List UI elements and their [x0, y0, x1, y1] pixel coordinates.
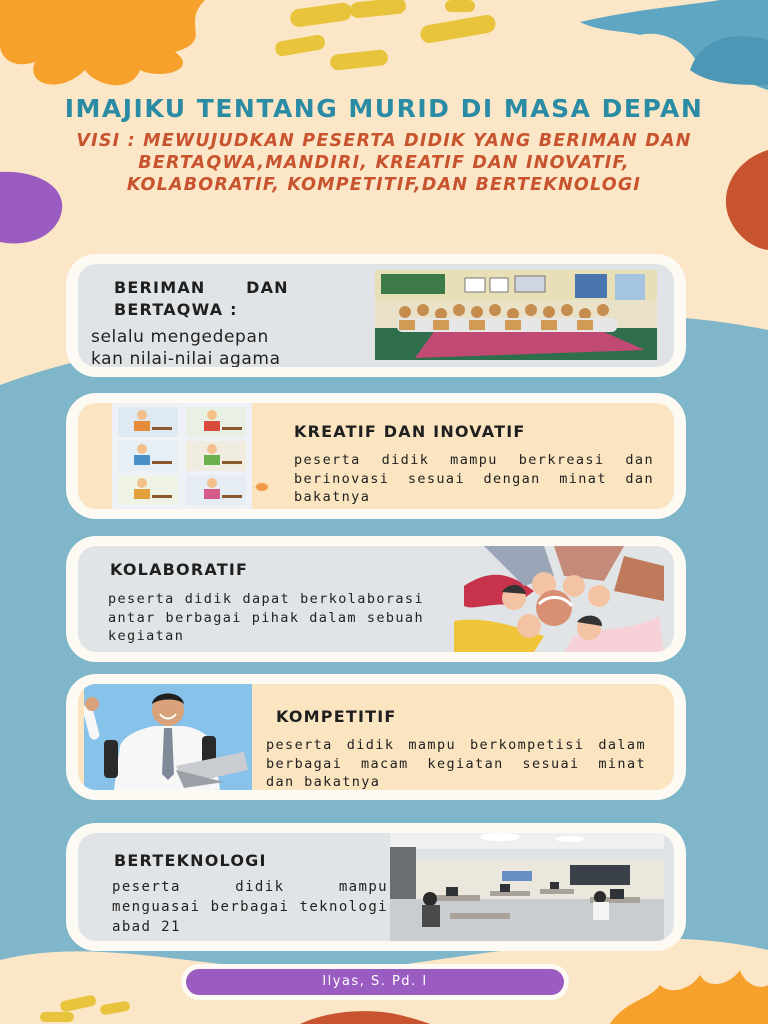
kids-activities-illustration	[112, 403, 252, 509]
card-beriman-text-line2: kan nilai-nilai agama	[91, 349, 281, 367]
classroom-prayer-photo	[375, 270, 657, 360]
card-kreatif	[66, 393, 686, 519]
purple-blob-shape	[0, 172, 62, 244]
card-berteknologi-text: peserta didik mampu menguasai berbagai teknologi abad 21	[112, 879, 388, 935]
computer-lab-photo	[390, 833, 664, 941]
author-footer: Ilyas, S. Pd. I	[186, 969, 564, 995]
card-kreatif-title: KREATIF DAN INOVATIF	[294, 422, 526, 441]
card-beriman-title-line1: BERIMAN DAN	[114, 278, 289, 297]
blue-leaf-shape	[580, 0, 768, 90]
card-kreatif-text: peserta didik mampu berkreasi dan berinovasi sesuai dengan minat dan bakatnya	[294, 452, 654, 505]
card-beriman-text	[91, 326, 281, 367]
card-beriman-title-line2: BERTAQWA :	[114, 300, 238, 319]
card-kompetitif	[66, 674, 686, 800]
rust-blob-shape	[726, 150, 768, 250]
card-berteknologi	[66, 823, 686, 951]
card-kompetitif-text: peserta didik mampu berkompetisi dalam berbagai macam kegiatan sesuai minat dan bakatnya	[266, 737, 646, 790]
card-kompetitif-title: KOMPETITIF	[276, 707, 397, 726]
computer-lab-drawing	[390, 833, 664, 941]
collaboration-hands-illustration	[454, 546, 664, 652]
collaboration-hands-drawing	[454, 546, 664, 652]
orange-splash-shape	[0, 0, 205, 85]
card-berteknologi-title: BERTEKNOLOGI	[114, 851, 267, 870]
card-beriman-title	[114, 278, 334, 319]
kids-activities-drawing	[112, 403, 252, 509]
visi-statement: VISI : MEWUJUDKAN PESERTA DIDIK YANG BERIMAN DAN BERTAQWA,MANDIRI, KREATIF DAN INOVATIF, KOLABORATIF, KOMPETITIF,DAN BERTEKNOLOGI	[76, 131, 692, 195]
card-beriman	[66, 254, 686, 377]
card-kolaboratif-text: peserta didik dapat berkolaborasi antar berbagai pihak dalam sebuah kegiatan	[108, 591, 424, 644]
card-kolaboratif	[66, 536, 686, 662]
student-with-laptop-drawing	[84, 684, 252, 790]
student-with-laptop-photo	[84, 684, 252, 790]
classroom-prayer-illustration	[375, 270, 657, 360]
yellow-dash-shapes	[274, 0, 497, 71]
fish-icon	[254, 481, 270, 493]
card-kolaboratif-title: KOLABORATIF	[110, 560, 249, 579]
page-title: IMAJIKU TENTANG MURID DI MASA DEPAN	[64, 94, 704, 123]
card-beriman-text-line1: selalu mengedepan	[91, 327, 269, 347]
